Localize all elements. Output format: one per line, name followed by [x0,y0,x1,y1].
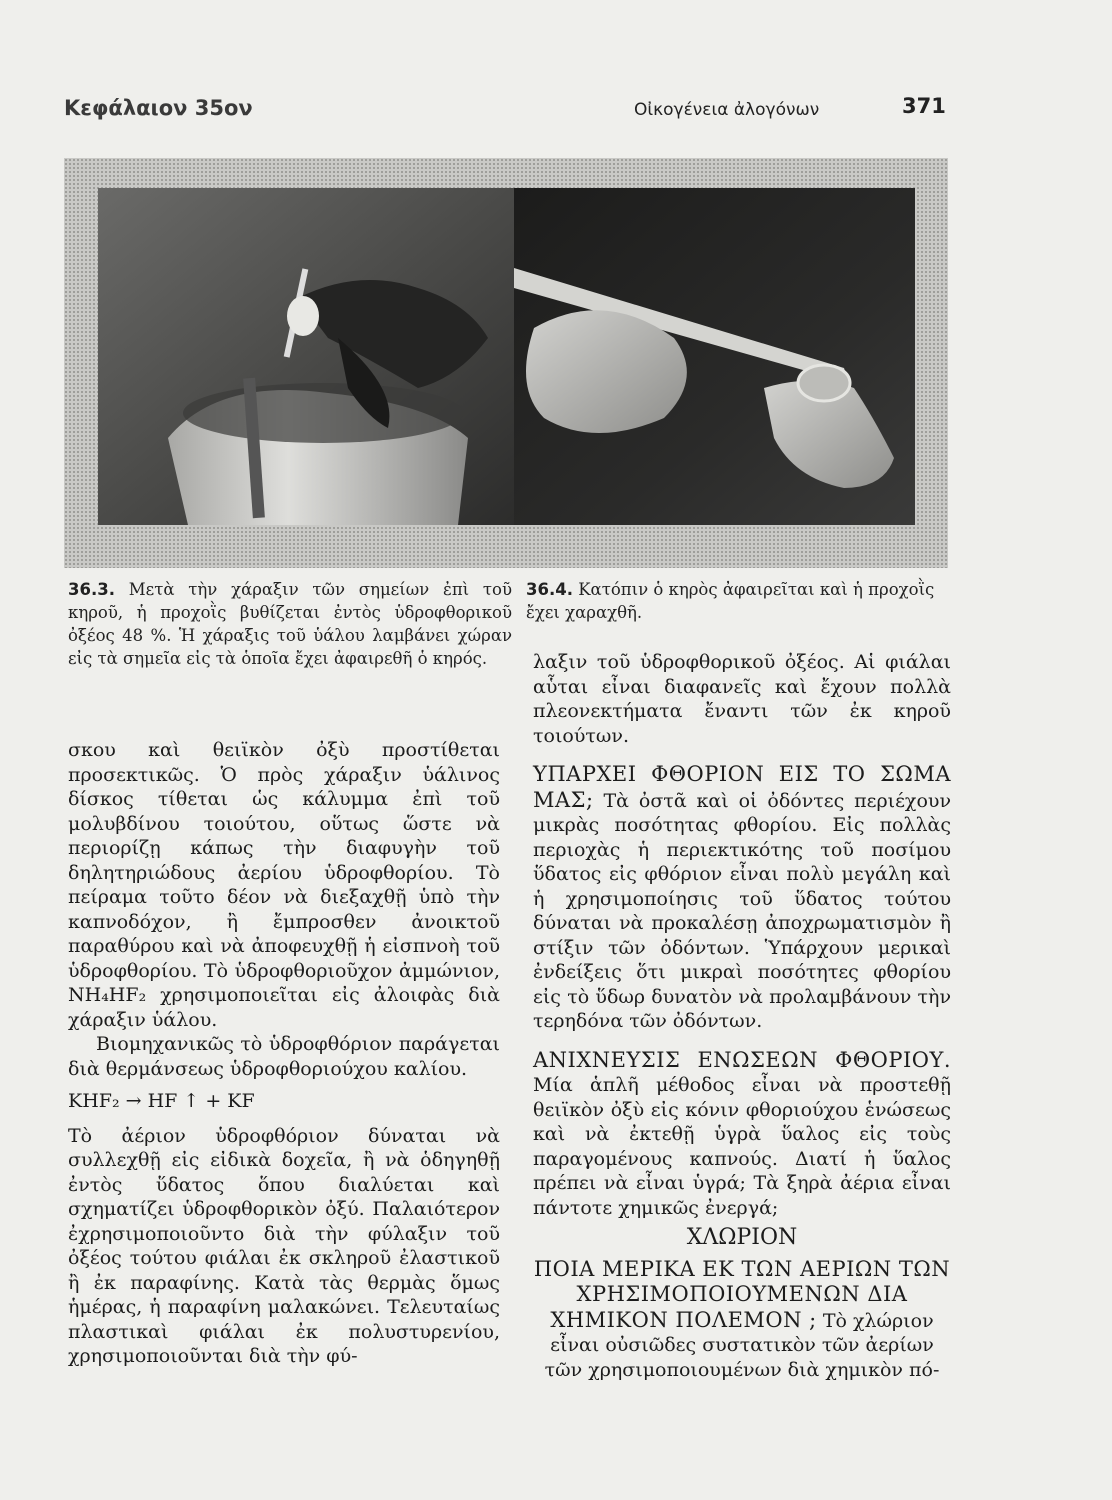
heading-fluorine-in-body: ΥΠΑΡΧΕΙ ΦΘΟΡΙΟΝ ΕΙΣ ΤΟ ΣΩΜΑ ΜΑΣ; [533,762,951,812]
left-paragraph-1: σκου καὶ θειϊκὸν ὀξὺ προστίθεται προσεκτικῶς. Ὁ πρὸς χάραξιν ὑάλινος δίσκος τίθεται ὡς κάλυμμα ἐπὶ τοῦ μολυβδίνου τοιούτου, οὕτως ὥστε νὰ περιορίζῃ κάπως τὴν διαφυγὴν τοῦ δηλητηριώδους ἀερίου ὑδροφθορίου. Τὸ πείραμα τοῦτο δέον νὰ διεξαχθῇ ὑπὸ τὴν καπνοδόχον, ἢ ἔμπροσθεν ἀνοικτοῦ παραθύρου καὶ νὰ ἀποφευχθῇ ἡ εἰσπνοὴ τοῦ ὑδροφθορίου. Τὸ ὑδροφθοριοῦχον ἀμμώνιον, NH₄HF₂ χρησιμοποιεῖται εἰς ἀλοιφὰς διὰ χάραξιν ὑάλου. [68,739,500,1031]
figure-36-3-text: Μετὰ τὴν χάραξιν τῶν σημείων ἐπὶ τοῦ κηροῦ, ἡ προχοῒς βυθίζεται ἐντὸς ὑδροφθορικοῦ ὀξέος 48 %. Ἡ χάραξις τοῦ ὑάλου λαμβάνει χώραν εἰς τὰ σημεῖα εἰς τὰ ὁποῖα ἔχει ἀφαιρεθῆ ὁ κηρός. [68,580,512,668]
photo-frame [64,158,948,568]
figure-36-3-number: 36.3. [68,580,115,599]
figure-36-3-caption [68,578,512,670]
heading-detection-fluorine: ΑΝΙΧΝΕΥΣΙΣ ΕΝΩΣΕΩΝ ΦΘΟΡΙΟΥ. [533,1047,951,1072]
figure-36-3-photo [98,188,518,525]
heading-chemical-warfare: ΠΟΙΑ ΜΕΡΙΚΑ ΕΚ ΤΩΝ ΑΕΡΙΩΝ ΤΩΝ ΧΡΗΣΙΜΟΠΟΙΟΥΜΕΝΩΝ ΔΙΑ ΧΗΜΙΚΟΝ ΠΟΛΕΜΟΝ ; [533,1256,951,1332]
section-title: Οἰκογένεια ἀλογόνων [634,100,820,120]
running-head [64,94,964,130]
right-column [533,650,951,1382]
right-paragraph-1: λαξιν τοῦ ὑδροφθορικοῦ ὀξέος. Αἱ φιάλαι αὗται εἶναι διαφανεῖς καὶ ἔχουν πολλὰ πλεονεκτήματα ἔναντι τῶν ἐκ κηροῦ τοιούτων. [533,651,951,747]
left-column [68,738,500,1369]
chemical-equation: KHF₂ → HF ↑ + KF [68,1090,255,1112]
right-paragraph-3: Μία ἁπλῆ μέθοδος εἶναι νὰ προστεθῇ θειϊκὸν ὀξὺ εἰς κόνιν φθοριούχου ἑνώσεως καὶ νὰ ἐκτεθῇ ὑγρὰ ὕαλος εἰς τοὺς παραγομένους καπνούς. Διατί ἡ ὕαλος πρέπει νὰ εἶναι ὑγρά; Τὰ ξηρὰ ἀέρια εἶναι πάντοτε χημικῶς ἐνεργά; [533,1074,951,1219]
right-paragraph-4: Τὸ χλώριον εἶναι οὐσιῶδες συστατικὸν τῶν ἀερίων τῶν χρησιμοποιουμένων διὰ χημικὸν πό- [544,1309,940,1381]
left-paragraph-2: Βιομηχανικῶς τὸ ὑδροφθόριον παράγεται διὰ θερμάνσεως ὑδροφθοριούχου καλίου. [68,1033,500,1080]
page-number: 371 [902,94,946,118]
figure-36-4-number: 36.4. [526,580,573,599]
figure-36-4-text: Κατόπιν ὁ κηρὸς ἀφαιρεῖται καὶ ἡ προχοῒς ἔχει χαραχθῆ. [526,580,935,622]
heading-chlorine: ΧΛΩΡΙΟΝ [686,1225,798,1250]
figure-36-4-caption [526,578,954,624]
figure-36-4-photo [514,188,915,525]
left-paragraph-3: Τὸ ἀέριον ὑδροφθόριον δύναται νὰ συλλεχθῇ εἰς εἰδικὰ δοχεῖα, ἢ νὰ ὁδηγηθῇ ἐντὸς ὕδατος ὅπου διαλύεται καὶ σχηματίζει ὑδροφθορικὸν ὀξύ. Παλαιότερον ἐχρησιμοποιοῦντο διὰ τὴν φύλαξιν τοῦ ὀξέος τούτου φιάλαι ἐκ σκληροῦ ἐλαστικοῦ ἢ ἐκ παραφίνης. Κατὰ τὰς θερμὰς ὅμως ἡμέρας, ἡ παραφίνη μαλακώνει. Τελευταίως πλαστικαὶ φιάλαι ἐκ πολυστυρενίου, χρησιμοποιοῦνται διὰ τὴν φύ- [68,1124,500,1367]
chapter-label: Κεφάλαιον 35ον [64,96,253,120]
right-paragraph-2: Τὰ ὀστᾶ καὶ οἱ ὀδόντες περιέχουν μικρὰς ποσότητας φθορίου. Εἰς πολλὰς περιοχὰς ἡ περιεκτικότης τοῦ ποσίμου ὕδατος εἰς φθόριον εἶναι πολὺ μεγάλη καὶ ἡ χρησιμοποίησις τοῦ ὕδατος τούτου δύναται νὰ προκαλέσῃ ἀποχρωματισμὸν ἢ στίξιν τῶν ὀδόντων. Ὑπάρχουν μερικαὶ ἐνδείξεις ὅτι μικραὶ ποσότητες φθορίου εἰς τὸ ὕδωρ δυνατὸν νὰ προλαμβάνουν τὴν τερηδόνα τῶν ὀδόντων. [533,789,951,1032]
